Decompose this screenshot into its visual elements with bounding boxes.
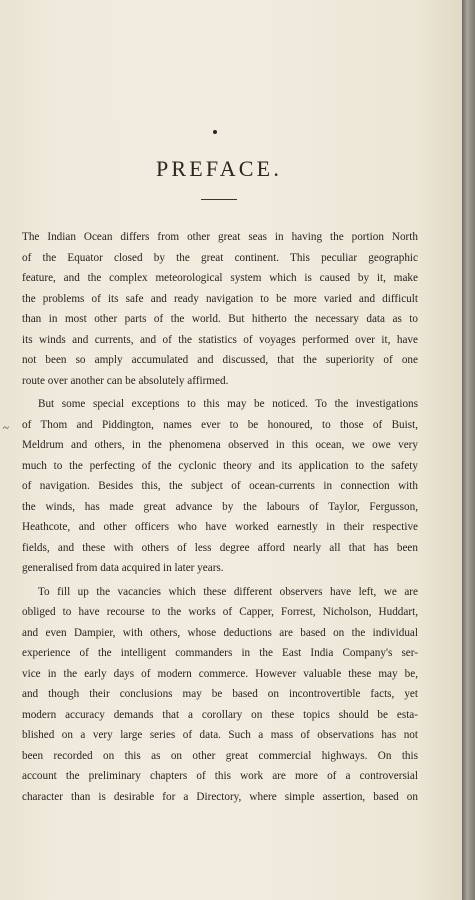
text-line: feature, and the complex meteorological system which is caused by it, make xyxy=(22,272,418,284)
page-title: PREFACE. xyxy=(155,156,283,181)
text-line: Meldrum and others, in the phenomena observed in this ocean, we owe very xyxy=(22,439,418,451)
text-line: To fill up the vacancies which these different observers have left, we are xyxy=(38,585,418,598)
paragraph xyxy=(22,227,418,391)
page-edge xyxy=(462,0,475,900)
text-line: generalised from data acquired in later years. xyxy=(22,562,224,574)
text-line: account the preliminary chapters of this work are more of a controversial xyxy=(22,770,418,782)
text-line: of navigation. Besides this, the subject of ocean-currents in connection with xyxy=(22,480,418,492)
text-line: of the Equator closed by the great continent. This peculiar geographic xyxy=(22,251,418,264)
text-line: and though their conclusions may be based on incontrovertible facts, yet xyxy=(22,688,418,700)
preface-text xyxy=(22,227,418,807)
text-line: Heathcote, and other officers who have worked earnestly in their respective xyxy=(22,521,418,533)
text-line: The Indian Ocean differs from other great seas in having the portion North xyxy=(22,231,418,243)
text-line: and even Dampier, with others, whose deductions are based on the individual xyxy=(22,626,418,639)
text-line: vice in the early days of modern commerce. However valuable these may be, xyxy=(22,667,418,680)
text-line: not been so amply accumulated and discussed, that the superiority of one xyxy=(22,354,418,366)
paragraph xyxy=(22,394,418,579)
title-rule xyxy=(201,199,237,200)
text-line: fields, and these with others of less degree afford nearly all that has been xyxy=(22,541,418,554)
text-line: its winds and currents, and of the statistics of voyages performed over it, have xyxy=(22,333,418,346)
text-line: blished on a very large series of data. Such a mass of observations has not xyxy=(22,729,418,741)
text-line: character than is desirable for a Directory, where simple assertion, based on xyxy=(22,790,418,803)
text-line: been recorded on this as on other great commercial highways. On this xyxy=(22,749,418,762)
ornament-dot xyxy=(213,130,217,134)
text-line: the winds, has made great advance by the labours of Taylor, Fergusson, xyxy=(22,500,418,513)
text-line: than in most other parts of the world. But hitherto the necessary data as to xyxy=(22,313,418,325)
text-line: of Thom and Piddington, names ever to be honoured, to those of Buist, xyxy=(22,418,418,431)
text-line: experience of the intelligent commanders in the East India Company's ser- xyxy=(22,647,418,659)
text-line: the problems of its safe and ready navigation to be more varied and difficult xyxy=(22,292,418,305)
text-line: much to the perfecting of the cyclonic theory and its application to the safety xyxy=(22,459,418,472)
paragraph xyxy=(22,582,418,808)
text-line: modern accuracy demands that a corollary on these topics should be esta- xyxy=(22,708,418,721)
text-line: But some special exceptions to this may be noticed. To the investigations xyxy=(38,398,418,410)
text-line: obliged to have recourse to the works of Capper, Forrest, Nicholson, Huddart, xyxy=(22,606,418,618)
margin-mark: ~ xyxy=(3,422,9,434)
text-line: route over another can be absolutely affirmed. xyxy=(22,374,229,387)
